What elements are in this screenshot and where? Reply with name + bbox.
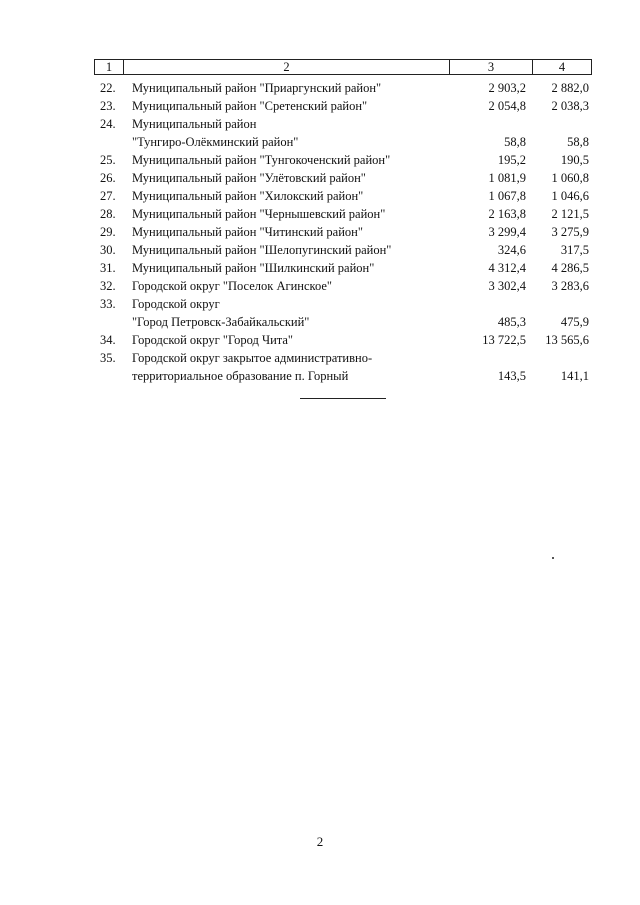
row-name-line: Муниципальный район "Читинский район" [132, 225, 363, 239]
table-row [94, 295, 592, 331]
value-col-4: 3 275,9 [551, 225, 589, 239]
value-col-3: 4 312,4 [488, 261, 526, 275]
table-row [94, 97, 592, 115]
table-row [94, 115, 592, 151]
row-name [128, 349, 452, 385]
value-col-4: 2 882,0 [551, 81, 589, 95]
row-name-line: "Тунгиро-Олёкминский район" [132, 135, 299, 149]
value-col-3: 2 163,8 [488, 207, 526, 221]
row-number: 25. [100, 153, 116, 167]
header-col-1: 1 [95, 60, 124, 74]
row-number: 24. [100, 117, 116, 131]
value-col-3: 3 299,4 [488, 225, 526, 239]
table-row [94, 205, 592, 223]
table-row [94, 277, 592, 295]
value-col-4: 141,1 [560, 369, 589, 383]
table-row [94, 151, 592, 169]
row-name [128, 115, 452, 151]
row-name-line: "Город Петровск-Забайкальский" [132, 315, 310, 329]
table-row [94, 79, 592, 97]
row-name [128, 169, 452, 187]
value-col-3: 2 903,2 [488, 81, 526, 95]
row-name-line: Муниципальный район "Хилокский район" [132, 189, 364, 203]
value-col-3: 143,5 [497, 369, 526, 383]
table-row [94, 223, 592, 241]
row-name [128, 97, 452, 115]
value-col-3: 13 722,5 [482, 333, 526, 347]
row-number: 35. [100, 351, 116, 365]
value-col-4: 4 286,5 [551, 261, 589, 275]
row-name-line: Муниципальный район "Приаргунский район" [132, 81, 382, 95]
row-name [128, 151, 452, 169]
row-name [128, 187, 452, 205]
row-name [128, 205, 452, 223]
table-header [94, 59, 592, 75]
row-name-line: Городской округ закрытое административно- [132, 351, 373, 365]
value-col-4: 3 283,6 [551, 279, 589, 293]
table-row [94, 169, 592, 187]
row-number: 30. [100, 243, 116, 257]
row-name-line: Муниципальный район [132, 117, 257, 131]
row-number: 31. [100, 261, 116, 275]
row-name-line: Муниципальный район "Чернышевский район" [132, 207, 386, 221]
row-name-line: Городской округ [132, 297, 220, 311]
row-number: 29. [100, 225, 116, 239]
value-col-4: 1 060,8 [551, 171, 589, 185]
row-number: 23. [100, 99, 116, 113]
value-col-3: 58,8 [504, 135, 526, 149]
value-col-3: 195,2 [497, 153, 526, 167]
header-col-3: 3 [450, 60, 533, 74]
data-table [94, 79, 592, 385]
row-number: 22. [100, 81, 116, 95]
row-name [128, 295, 452, 331]
value-col-4: 13 565,6 [545, 333, 589, 347]
row-number: 32. [100, 279, 116, 293]
row-name-line: Муниципальный район "Шелопугинский район" [132, 243, 392, 257]
table-row [94, 187, 592, 205]
table-row [94, 259, 592, 277]
page-number: 2 [316, 834, 324, 849]
value-col-4: 475,9 [560, 315, 589, 329]
row-name [128, 331, 452, 349]
value-col-3: 1 067,8 [488, 189, 526, 203]
value-col-3: 485,3 [497, 315, 526, 329]
row-number: 34. [100, 333, 116, 347]
value-col-4: 2 038,3 [551, 99, 589, 113]
value-col-3: 3 302,4 [488, 279, 526, 293]
table-row [94, 349, 592, 385]
row-name-line: территориальное образование п. Горный [132, 369, 349, 383]
speck-mark [552, 557, 554, 559]
row-name-line: Муниципальный район "Улётовский район" [132, 171, 366, 185]
header-col-2: 2 [124, 60, 450, 74]
row-number: 28. [100, 207, 116, 221]
value-col-4: 1 046,6 [551, 189, 589, 203]
value-col-4: 58,8 [567, 135, 589, 149]
value-col-4: 317,5 [560, 243, 589, 257]
row-name [128, 223, 452, 241]
value-col-4: 190,5 [560, 153, 589, 167]
table-row [94, 241, 592, 259]
row-name [128, 241, 452, 259]
row-number: 27. [100, 189, 116, 203]
row-name [128, 259, 452, 277]
value-col-4: 2 121,5 [551, 207, 589, 221]
table-row [94, 331, 592, 349]
row-name-line: Муниципальный район "Шилкинский район" [132, 261, 375, 275]
row-number: 33. [100, 297, 116, 311]
value-col-3: 1 081,9 [488, 171, 526, 185]
end-rule [300, 398, 386, 399]
row-name-line: Городской округ "Поселок Агинское" [132, 279, 333, 293]
row-name-line: Муниципальный район "Сретенский район" [132, 99, 368, 113]
row-name-line: Муниципальный район "Тунгокоченский район" [132, 153, 391, 167]
row-name [128, 79, 452, 97]
value-col-3: 2 054,8 [488, 99, 526, 113]
header-col-4: 4 [558, 60, 566, 74]
row-name-line: Городской округ "Город Чита" [132, 333, 294, 347]
row-number: 26. [100, 171, 116, 185]
row-name [128, 277, 452, 295]
value-col-3: 324,6 [497, 243, 526, 257]
